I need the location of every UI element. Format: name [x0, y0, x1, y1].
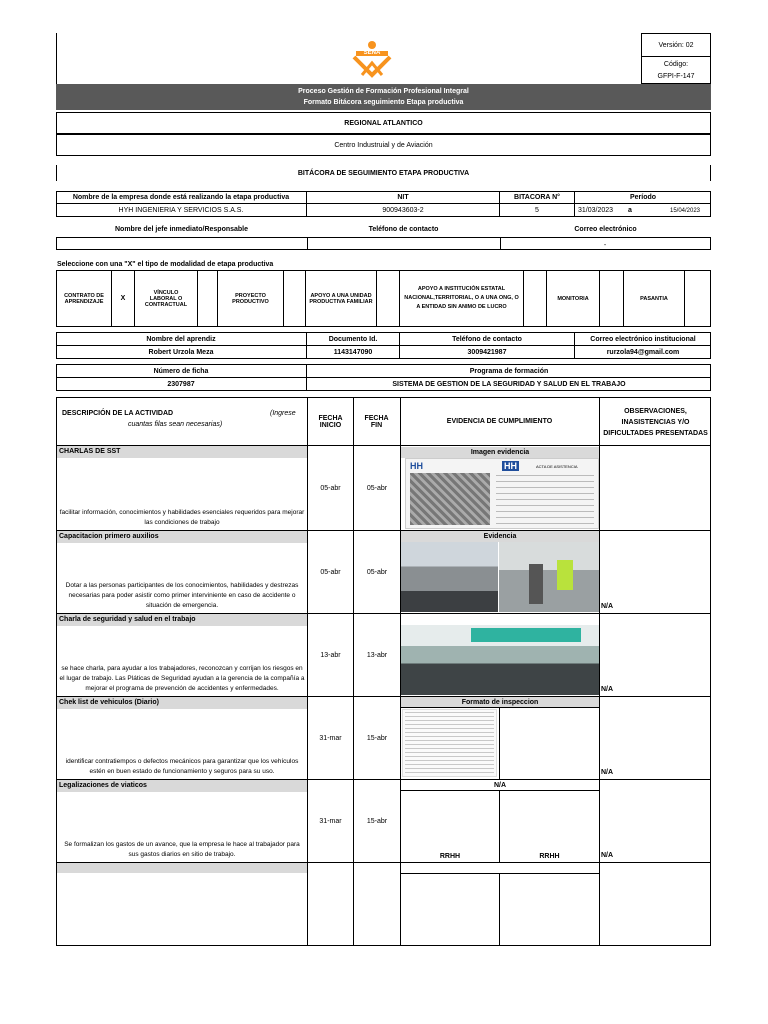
- activity-end-date: 15-abr: [366, 734, 388, 742]
- activity-observation: N/A: [601, 603, 614, 610]
- activity-observation: N/A: [601, 769, 614, 776]
- period-separator: a: [628, 207, 632, 214]
- period-end: 15/04/2023: [669, 207, 701, 214]
- period-label: Período: [629, 194, 657, 201]
- evidence-label: Evidencia: [401, 531, 599, 542]
- modality-vinculo-mark[interactable]: [198, 271, 218, 326]
- bitacora-number-label: BITACORA N°: [500, 191, 575, 204]
- modality-instruction: Seleccione con una "X" el tipo de modalidad de etapa productiva: [57, 260, 274, 268]
- activity-observation: N/A: [601, 686, 614, 693]
- activity-description: facilitar información, conocimientos y habilidades esenciales requeridos para mejorar las condiciones de trabajo: [59, 509, 305, 526]
- apprentice-name-value: Robert Urzola Meza: [56, 346, 307, 359]
- evidence-right-value: RRHH: [539, 852, 560, 860]
- evidence-label: Formato de inspeccion: [401, 697, 599, 708]
- activity-description: Se formalizan los gastos de un avance, que la empresa le hace al trabajador para sus gastos diarios en sitio de trabajo.: [64, 841, 300, 858]
- empty-activity-title: [57, 863, 307, 873]
- inspection-form-image: [402, 709, 497, 777]
- first-aid-photo-left: [401, 542, 498, 612]
- start-date-header: FECHA INICIO: [318, 415, 343, 429]
- center-title: Centro Industruial y de Aviación: [56, 134, 711, 156]
- modality-vinculo: VÍNCULO LABORAL O CONTRACTUAL: [135, 271, 198, 326]
- modality-apoyo-institucion-mark[interactable]: [524, 271, 547, 326]
- format-title: Formato Bitácora seguimiento Etapa productiva: [303, 99, 464, 106]
- boss-email-value: -: [603, 242, 607, 249]
- modality-proyecto-mark[interactable]: [284, 271, 306, 326]
- activity-start-date: 05-abr: [320, 484, 341, 492]
- evidence-label: Imagen evidencia: [401, 447, 599, 458]
- boss-email-label: Correo electrónico: [574, 226, 637, 233]
- activity-title: Legalizaciones de viaticos: [57, 780, 307, 792]
- evidence-doc-title: ACTA DE ASISTENCIA: [536, 464, 578, 469]
- sst-talk-photo: [401, 625, 599, 695]
- activity-description: se hace charla, para ayudar a los trabajadores, reconozcan y corrijan los riesgos en el lugar de trabajo. Las Pláticas de Seguridad ayudan a la gerencia de la compañía a mejorar el programa de prevención de accidentes y enfermedades.: [59, 665, 305, 692]
- ficha-label: Número de ficha: [56, 364, 307, 378]
- nit-label: NIT: [307, 191, 500, 204]
- modality-contrato-mark[interactable]: X: [112, 271, 135, 326]
- evidence-header: EVIDENCIA DE CUMPLIMIENTO: [446, 418, 553, 425]
- regional-title: REGIONAL ATLANTICO: [56, 112, 711, 134]
- modality-pasantia-mark[interactable]: [685, 271, 710, 326]
- activity-end-date: 05-abr: [366, 484, 388, 492]
- sena-logo: [350, 39, 394, 81]
- modality-apoyo-familiar: APOYO A UNA UNIDAD PRODUCTIVA FAMILIAR: [306, 271, 377, 326]
- activity-observation: N/A: [601, 852, 614, 859]
- bitacora-number-value: 5: [500, 204, 575, 217]
- apprentice-email-label: Correo electrónico institucional: [590, 335, 696, 343]
- apprentice-doc-value: 1143147090: [307, 346, 400, 359]
- evidence-logo-right: HH: [504, 461, 517, 471]
- nit-value: 900943603-2: [307, 204, 500, 217]
- code-label: Código:: [663, 60, 689, 68]
- apprentice-doc-label: Documento Id.: [307, 332, 400, 346]
- modality-pasantia: PASANTIA: [624, 271, 685, 326]
- apprentice-phone-label: Teléfono de contacto: [400, 332, 575, 346]
- sena-logo-icon: [350, 39, 394, 81]
- modality-apoyo-familiar-mark[interactable]: [377, 271, 400, 326]
- apprentice-email-value: rurzola94@gmail.com: [606, 349, 680, 356]
- process-title-bar: [56, 84, 711, 110]
- activity-row: [57, 697, 307, 779]
- code-value: GFPI-F-147: [657, 72, 695, 80]
- activity-start-date: 31-mar: [319, 817, 342, 825]
- attendance-photo: [410, 473, 490, 525]
- end-date-header: FECHA FIN: [364, 415, 389, 429]
- company-name-value: HYH INGENIERIA Y SERVICIOS S.A.S.: [56, 204, 307, 217]
- period-start: 31/03/2023: [578, 207, 614, 214]
- activity-desc-note-a: (Ingrese: [270, 410, 296, 417]
- program-value: SISTEMA DE GESTION DE LA SEGURIDAD Y SALUD EN EL TRABAJO: [392, 381, 626, 388]
- activity-title: Capacitacion primero auxilios: [57, 531, 307, 543]
- evidence-label: N/A: [401, 780, 599, 791]
- modality-contrato: CONTRATO DE APRENDIZAJE: [57, 271, 112, 326]
- activity-title: Charla de seguridad y salud en el trabajo: [57, 614, 307, 626]
- activity-row: [57, 614, 307, 696]
- activity-end-date: 05-abr: [366, 568, 388, 576]
- sena-logo-text: SENA: [363, 49, 381, 56]
- attendance-lines: [496, 475, 594, 525]
- activity-start-date: 13-abr: [320, 651, 341, 659]
- boss-phone-label: Teléfono de contacto: [368, 226, 439, 233]
- modality-apoyo-institucion: APOYO A INSTITUCIÓN ESTATAL NACIONAL,TERRITORIAL, O A UNA ONG, O A ENTIDAD SIN ANIMO DE LUCRO: [400, 271, 524, 326]
- observations-header: OBSERVACIONES, INASISTENCIAS Y/O DIFICULTADES PRESENTADAS: [603, 407, 708, 437]
- evidence-left-value: RRHH: [439, 852, 461, 860]
- activity-title: CHARLAS DE SST: [57, 446, 307, 458]
- activity-desc-note-b: cuantas filas sean necesarias): [128, 421, 223, 428]
- modality-monitoria-mark[interactable]: [600, 271, 624, 326]
- activity-row: [57, 780, 307, 862]
- ficha-value: 2307987: [56, 378, 307, 391]
- activity-row: [57, 531, 307, 613]
- apprentice-name-label: Nombre del aprendiz: [56, 332, 307, 346]
- first-aid-photo-right: [499, 542, 599, 612]
- modality-monitoria: MONITORIA: [547, 271, 600, 326]
- modality-proyecto: PROYECTO PRODUCTIVO: [218, 271, 284, 326]
- activity-end-date: 13-abr: [366, 651, 388, 659]
- company-name-label: Nombre de la empresa donde está realizando la etapa productiva: [56, 191, 307, 204]
- version-box: [641, 33, 711, 84]
- apprentice-phone-value: 3009421987: [400, 346, 575, 359]
- activity-description: identificar contratiempos o defectos mecánicos para garantizar que los vehículos estén en buen estado de funcionamiento y seguros para su uso.: [65, 758, 299, 775]
- version-label: Versión: 02: [642, 34, 710, 57]
- activity-title: Chek list de vehiculos (Diario): [57, 697, 307, 709]
- activity-end-date: 15-abr: [366, 817, 388, 825]
- program-label: Programa de formación: [469, 367, 549, 375]
- activity-desc-header: DESCRIPCIÓN DE LA ACTIVIDAD: [62, 410, 174, 417]
- attendance-sheet-image: [405, 458, 599, 529]
- boss-name-label: Nombre del jefe inmediato/Responsable: [114, 226, 249, 233]
- activity-description: Dotar a las personas participantes de los conocimientos, habilidades y destrezas necesarias para poder asistir como primer interviniente en caso de accidente o situación de emergencia.: [65, 582, 299, 609]
- activity-start-date: 31-mar: [319, 734, 342, 742]
- bitacora-title: BITÁCORA DE SEGUIMIENTO ETAPA PRODUCTIVA: [56, 165, 711, 181]
- activity-row: [57, 446, 307, 530]
- activity-start-date: 05-abr: [320, 568, 341, 576]
- process-title: Proceso Gestión de Formación Profesional Integral: [298, 88, 469, 95]
- evidence-logo-left: HH: [410, 461, 423, 471]
